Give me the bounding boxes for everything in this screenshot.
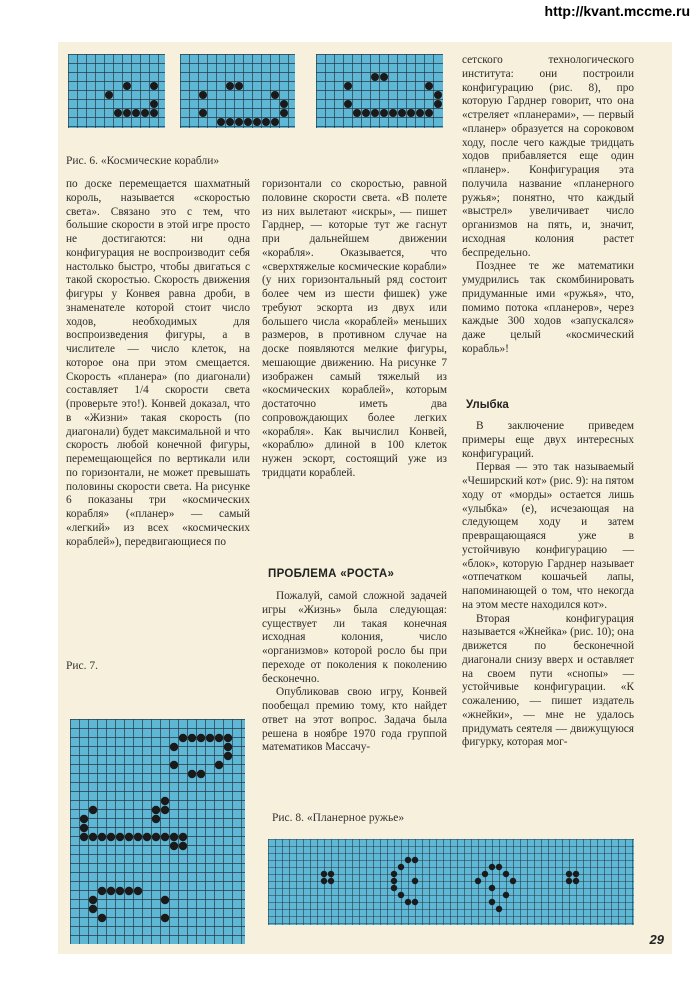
- paragraph: горизонтали со скоростью, равной половине скорости света. «В полете из них вылетают «искры», — пишет Гарднер, — которые тут же гаснут при дальнейшем движении «корабля». Оказывается, что «сверхтяжелые космические корабли» (у них горизонтальный ряд состоит более чем из шести фишек) уже требуют эскорта из двух или большего числа «кораблей» меньших размеров, в противном случае на доске появляются мелкие фигуры, мешающие движению. На рисунке 7 изображен самый тяжелый из «космических кораблей», которым достаточно иметь два сопровождающих более легких «корабля». Как вычислил Конвей, «кораблю» длиной в 100 клеток нужен эскорт, состоящий уже из тридцати кораблей.: [262, 178, 447, 479]
- fig6-board-3: [316, 54, 443, 128]
- fig6-board-1: [68, 54, 165, 128]
- fig8-caption: Рис. 8. «Планерное ружье»: [272, 812, 405, 824]
- page-number: 29: [649, 932, 664, 947]
- column-middle-bottom: [262, 590, 447, 755]
- fig7-caption: Рис. 7.: [66, 660, 99, 672]
- column-right-bottom: [462, 420, 634, 750]
- paragraph: по доске перемещается шахматный король, называется «скоростью света». Связано это с тем, что большие скорости в этой игре просто не достигаются: ни одна конфигурация не воспроизводит себя настолько быстро, чтобы двигаться с такой скоростью. Скорость движения фигуры у Конвея равна дроби, в знаменателе которой стоит число ходов, необходимых для воспроизведения фигуры, а в числителе — число клеток, на которое она при этом смещается. Скорость «планера» (по диагонали) составляет 1/4 скорости света (проверьте это!). Конвей доказал, что в «Жизни» такая скорость (по диагонали) будет максимальной и что скорость любой конечной фигуры, перемещающейся по вертикали или по горизонтали, не может превышать половины скорости света. На рисунке 6 показаны три «космических корабля» («планер» — самый «легкий» из всех «космических кораблей»), передвигающиеся по: [66, 178, 250, 548]
- paragraph: Позднее те же математики умудрились так скомбинировать придуманные ими «ружья», что, помимо потока «планеров», через каждые 300 ходов «запускался» даже целый «космический корабль»!: [462, 260, 634, 355]
- fig6-caption: Рис. 6. «Космические корабли»: [66, 155, 220, 167]
- paragraph: Пожалуй, самой сложной задачей игры «Жизнь» была следующая: существует ли такая конечная исходная колония, число «организмов» которой росло бы при переходе от поколения к поколению бесконечно.: [262, 590, 447, 685]
- fig7-board: [70, 719, 245, 944]
- column-middle-top: [262, 178, 447, 481]
- column-right-top: [462, 54, 634, 357]
- column-left: [66, 178, 250, 549]
- paragraph: Опубликовав свою игру, Конвей пообещал премию тому, кто найдет ответ на этот вопрос. Задача была решена в ноябре 1970 года группой математиков Массачу-: [262, 686, 447, 754]
- paragraph: сетского технологического института: они построили конфигурацию (рис. 8), про которую Гарднер говорит, что она «стреляет «планерами», — первый «планер» образуется на сороковом ходу, после чего каждые тридцать ходов прибавляется еще один «планер». Конфигурация эта получила название «планерного ружья»; понятно, что каждый «выстрел» увеличивает число организмов на пять, и, значит, исходная колония растет беспредельно.: [462, 54, 634, 259]
- paragraph: Первая — это так называемый «Чеширский кот» (рис. 9): на пятом ходу от «морды» остается лишь «улыбка» (е), исчезающая на следующем ходу и затем превращающаяся уже в устойчивую конфигурацию — «блок», которую Гарднер называет «отпечатком кошачьей лапы, напоминающей о том, что некогда на этом месте находился кот».: [462, 461, 634, 611]
- heading-growth: ПРОБЛЕМА «РОСТА»: [268, 568, 395, 580]
- fig6-board-2: [180, 54, 295, 128]
- paragraph: Вторая конфигурация называется «Жнейка» (рис. 10); она движется по бесконечной диагонали снизу вверх и оставляет на своем пути «снопы» — устойчивые конфигурации. «К сожалению, — пишет издатель «жнейки», — мне не удалось придумать сеятеля — движущуюся фигурку, которая мог-: [462, 612, 634, 749]
- heading-smile: Улыбка: [466, 399, 509, 411]
- site-url[interactable]: http://kvant.mccme.ru: [544, 3, 690, 19]
- fig8-board: [268, 839, 634, 925]
- paragraph: В заключение приведем примеры еще двух интересных конфигураций.: [462, 420, 634, 460]
